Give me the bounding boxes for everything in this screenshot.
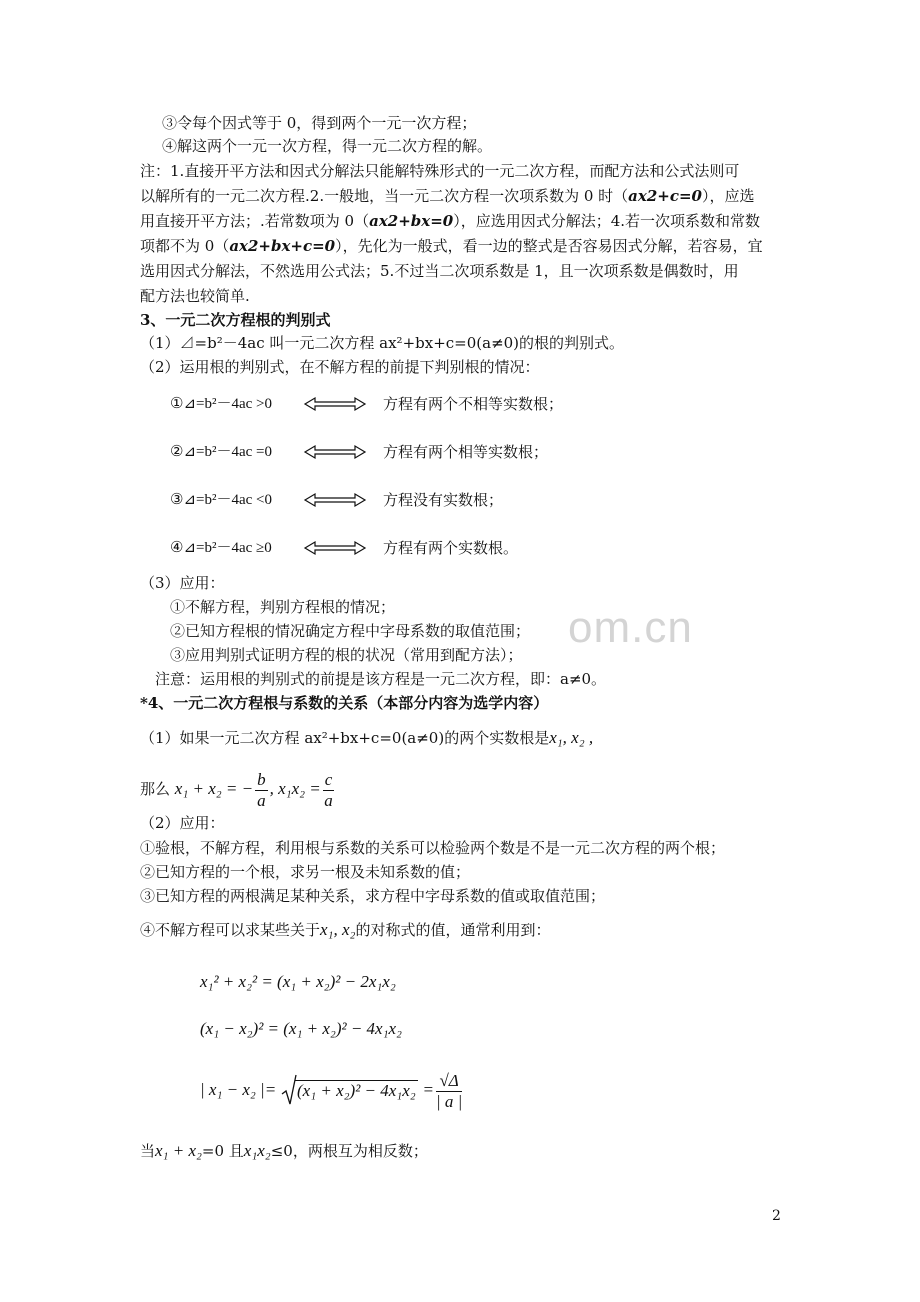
application-3: ③应用判别式证明方程的根的状况（常用到配方法）； bbox=[170, 646, 523, 664]
application-heading: （3）应用： bbox=[140, 574, 225, 592]
discriminant-def: （1）⊿=b²－4ac 叫一元二次方程 ax²+bx+c=0(a≠0)的根的判别式。 bbox=[140, 334, 625, 352]
case-1-result: 方程有两个不相等实数根； bbox=[383, 395, 564, 413]
note-line-1: 注：1.直接开平方法和因式分解法只能解特殊形式的一元二次方程，而配方法和公式法则可 bbox=[140, 162, 740, 180]
case-2-result: 方程有两个相等实数根； bbox=[383, 443, 549, 461]
case-4-expr: ④⊿=b²－4ac ≥0 bbox=[170, 540, 272, 556]
vieta-app-3: ③已知方程的两根满足某种关系，求方程中字母系数的值或取值范围； bbox=[140, 887, 606, 905]
section-4-heading: *4、一元二次方程根与系数的关系（本部分内容为选学内容） bbox=[140, 694, 549, 712]
application-1: ①不解方程，判别方程根的情况； bbox=[170, 598, 396, 616]
final-line: 当x₁ + x₂=0 且x₁x₂≤0，两根互为相反数； bbox=[140, 1141, 428, 1160]
double-arrow-icon bbox=[303, 540, 367, 556]
step-3: ③令每个因式等于 0，得到两个一元一次方程； bbox=[162, 114, 477, 132]
note-line-3: 用直接开平方法；.若常数项为 0（ax2+bx=0），应选用因式分解法；4.若一次项系数和常数 bbox=[140, 212, 761, 230]
step-4: ④解这两个一元一次方程，得一元二次方程的解。 bbox=[162, 137, 493, 155]
formula-3: | x₁ − x₂ |= (x₁ + x₂)² − 4x₁x₂ = $\frac{√\Delta}{| a |}$ bbox=[200, 1070, 463, 1111]
section-3-heading: 3、一元二次方程根的判别式 bbox=[140, 311, 331, 329]
case-3-expr: ③⊿=b²－4ac <0 bbox=[170, 492, 272, 508]
note-line-6: 配方法也较简单. bbox=[140, 287, 250, 305]
case-4-result: 方程有两个实数根。 bbox=[383, 539, 519, 557]
vieta-formula: 那么 x₁ + x₂ = − $\frac{b}{a}$ , x₁x₂ = $\frac{c}{a}$ bbox=[140, 769, 333, 810]
double-arrow-icon bbox=[303, 396, 367, 412]
note-line-2: 以解所有的一元二次方程.2.一般地，当一元二次方程一次项系数为 0 时（ax2+c=0），应选 bbox=[140, 187, 755, 205]
vieta-app-heading: （2）应用： bbox=[140, 814, 225, 832]
double-arrow-icon bbox=[303, 492, 367, 508]
case-1-expr: ①⊿=b²－4ac >0 bbox=[170, 396, 272, 412]
note-line-4: 项都不为 0（ax2+bx+c=0），先化为一般式，看一边的整式是否容易因式分解，若容易，宜 bbox=[140, 237, 763, 255]
vieta-app-4: ④不解方程可以求某些关于x₁, x₂的对称式的值，通常利用到： bbox=[140, 920, 551, 939]
formula-1: x₁² + x₂² = (x₁ + x₂)² − 2x₁x₂ bbox=[200, 972, 396, 991]
note-line-5: 选用因式分解法，不然选用公式法；5.不过当二次项系数是 1，且一次项系数是偶数时，用 bbox=[140, 262, 739, 280]
formula-2: (x₁ − x₂)² = (x₁ + x₂)² − 4x₁x₂ bbox=[200, 1019, 402, 1038]
watermark: om.cn bbox=[568, 603, 693, 652]
case-3-result: 方程没有实数根； bbox=[383, 491, 504, 509]
vieta-app-2: ②已知方程的一个根，求另一根及未知系数的值； bbox=[140, 863, 471, 881]
application-2: ②已知方程根的情况确定方程中字母系数的取值范围； bbox=[170, 622, 531, 640]
vieta-statement: （1）如果一元二次方程 ax²+bx+c=0(a≠0)的两个实数根是x₁, x₂ , bbox=[140, 728, 594, 747]
vieta-app-1: ①验根，不解方程，利用根与系数的关系可以检验两个数是不是一元二次方程的两个根； bbox=[140, 839, 726, 857]
double-arrow-icon bbox=[303, 444, 367, 460]
caution-note: 注意：运用根的判别式的前提是该方程是一元二次方程，即：a≠0。 bbox=[155, 670, 607, 688]
discriminant-use: （2）运用根的判别式，在不解方程的前提下判别根的情况： bbox=[140, 358, 540, 376]
page-number: 2 bbox=[772, 1208, 781, 1224]
case-2-expr: ②⊿=b²－4ac =0 bbox=[170, 444, 272, 460]
